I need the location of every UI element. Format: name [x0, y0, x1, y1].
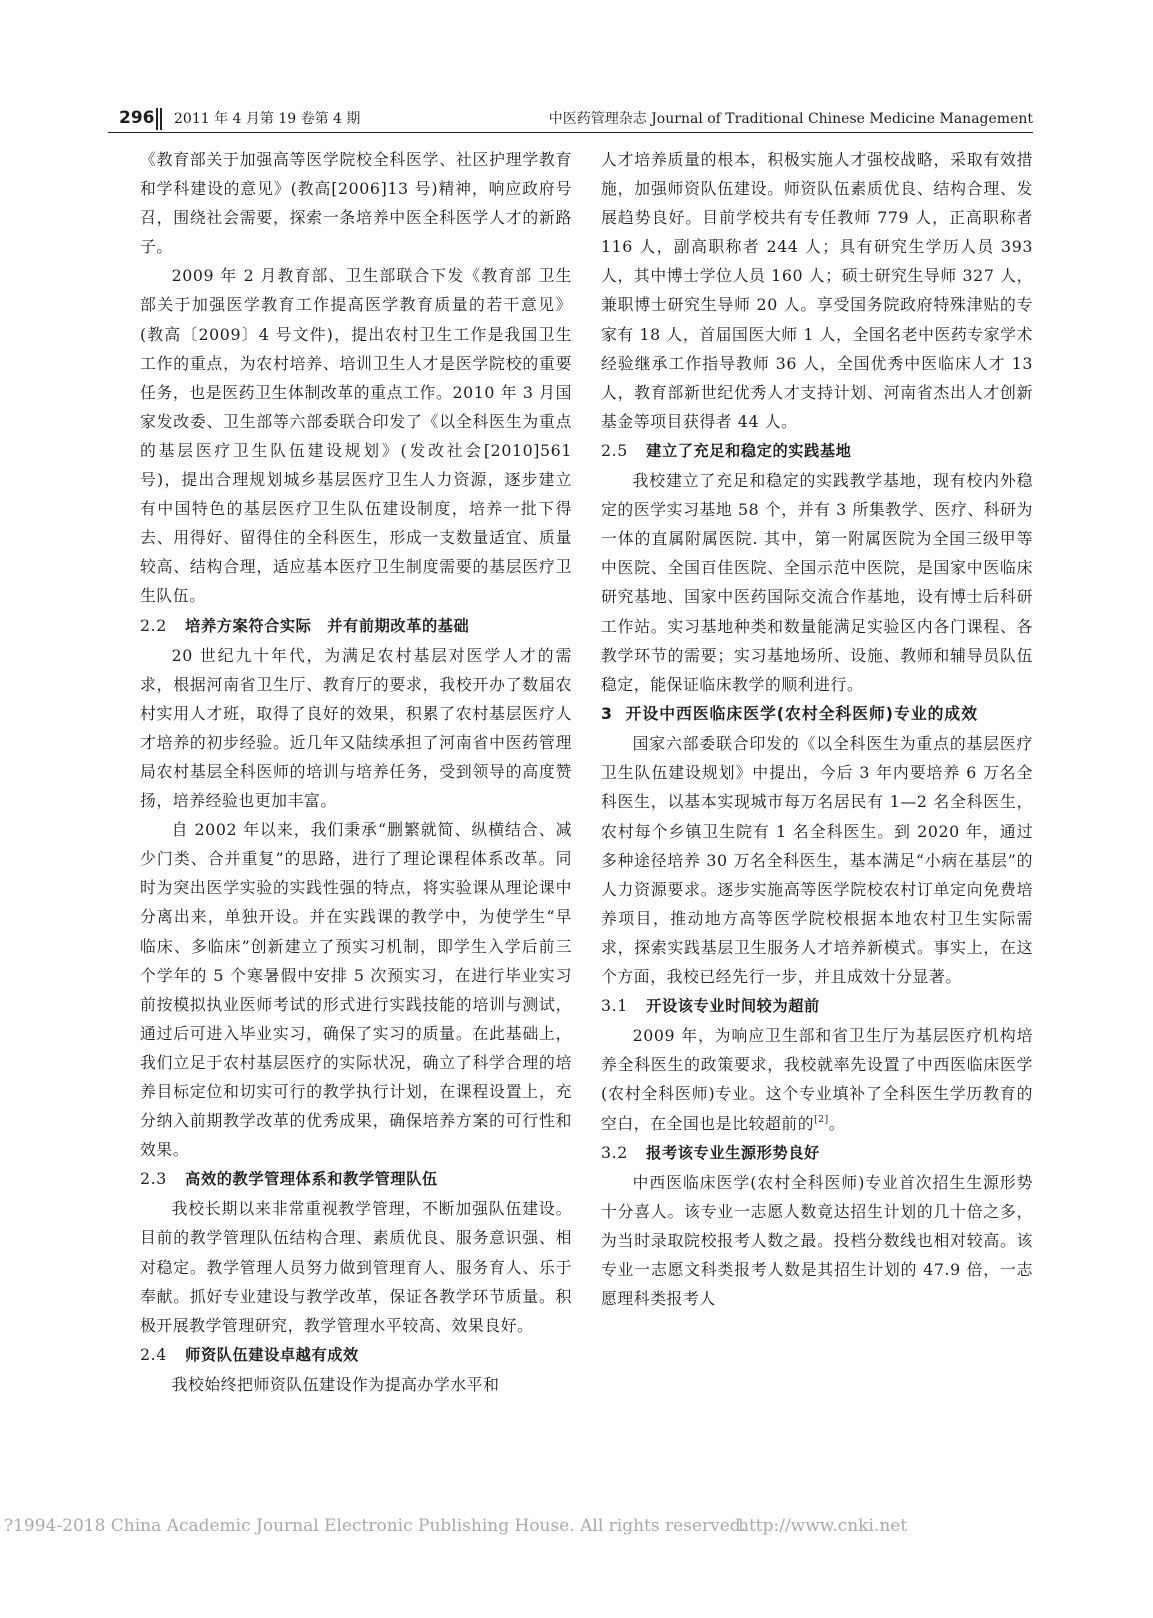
section-heading-2-5 — [601, 436, 1033, 466]
paragraph: 中西医临床医学(农村全科医师)专业首次招生生源形势十分喜人。该专业一志愿人数竟达招生计划的几十倍之多，为当时录取院校报考人数之最。投档分数线也相对较高。该专业一志愿文科类报考人数是其招生计划的 47.9 倍，一志愿理科类报考人 — [601, 1172, 1033, 1309]
issue-info: 2011 年 4 月第 19 卷第 4 期 — [174, 111, 361, 127]
paragraph: 20 世纪九十年代，为满足农村基层对医学人才的需求，根据河南省卫生厅、教育厅的要求，我校开办了数届农村实用人才班，取得了良好的效果，积累了农村基层医疗人才培养的初步经验。近几年又陆续承担了河南省中医药管理局农村基层全科医师的培训与培养任务，受到领导的高度赞扬，培养经验也更加丰富。 — [140, 645, 572, 811]
running-header — [108, 106, 1033, 133]
citation-ref: [2] — [814, 1114, 829, 1125]
section-title: 报考该专业生源形势良好 — [646, 1143, 820, 1162]
section-heading-2-3 — [140, 1164, 572, 1194]
paragraph-end: 。 — [828, 1113, 846, 1133]
section-heading-3 — [601, 699, 1033, 730]
section-number: 3.2 — [601, 1142, 628, 1162]
left-column — [140, 145, 572, 1399]
paragraph: 《教育部关于加强高等医学院校全科医学、社区护理学教育和学科建设的意见》(教高[2006]13 号)精神，响应政府号召，围绕社会需要，探索一条培养中医全科医学人才的新路子。 — [140, 150, 572, 257]
section-number: 3.1 — [601, 996, 628, 1016]
section-number: 2.5 — [601, 440, 628, 460]
section-title: 建立了充足和稳定的实践基地 — [646, 441, 852, 460]
section-heading-2-4 — [140, 1340, 572, 1370]
section-title: 师资队伍建设卓越有成效 — [185, 1345, 359, 1364]
section-title: 培养方案符合实际 并有前期改革的基础 — [185, 616, 470, 635]
paragraph: 人才培养质量的根本，积极实施人才强校战略，采取有效措施，加强师资队伍建设。师资队伍素质优良、结构合理、发展趋势良好。目前学校共有专任教师 779 人，正高职称者 116 人，副高职称者 244 人；具有研究生学历人员 393 人，其中博士学位人员 160 人；硕士研究生导师 327 人，兼职博士研究生导师 20 人。享受国务院政府特殊津贴的专家有 18 人，首届国医大师 1 人，全国名老中医药专家学术经验继承工作指导教师 36 人，全国优秀中医临床人才 13 人，教育部新世纪优秀人才支持计划、河南省杰出人才创新基金等项目获得者 44 人。 — [601, 150, 1033, 431]
section-title: 高效的教学管理体系和教学管理队伍 — [185, 1170, 438, 1189]
paragraph: 我校长期以来非常重视教学管理，不断加强队伍建设。目前的教学管理队伍结构合理、素质优良、服务意识强、相对稳定。教学管理人员努力做到管理育人、服务育人、乐于奉献。抓好专业建设与教学改革，保证各教学环节质量。积极开展教学管理研究，教学管理水平较高、效果良好。 — [140, 1199, 572, 1335]
section-number: 2.2 — [140, 615, 167, 635]
section-title: 开设中西医临床医学(农村全科医师)专业的成效 — [625, 703, 979, 723]
header-rule-2 — [160, 108, 162, 130]
paragraph — [601, 1021, 1033, 1137]
paragraph: 国家六部委联合印发的《以全科医生为重点的基层医疗卫生队伍建设规划》中提出，今后 3 年内要培养 6 万名全科医生，以基本实现城市每万名居民有 1—2 名全科医生，农村每个乡镇卫生院有 1 名全科医生。到 2020 年，通过多种途径培养 30 万名全科医生，基本满足“小病在基层”的人力资源要求。逐步实施高等医学院校农村订单定向免费培养项目，推动地方高等医学院校根据本地农村卫生实际需求，探索实践基层卫生服务人才培养新模式。事实上，在这个方面，我校已经先行一步，并且成效十分显著。 — [601, 734, 1033, 987]
header-rule-1 — [156, 108, 158, 130]
page-number: 296 — [119, 108, 155, 128]
section-number: 2.4 — [140, 1344, 167, 1364]
footer-url: http://www.cnki.net — [738, 1516, 908, 1536]
journal-title: 中医药管理杂志 Journal of Traditional Chinese Medicine Management — [548, 111, 1033, 127]
paragraph: 2009 年 2 月教育部、卫生部联合下发《教育部 卫生部关于加强医学教育工作提高医学教育质量的若干意见》(教高〔2009〕4 号文件)，提出农村卫生工作是我国卫生工作的重点，为农村培养、培训卫生人才是医学院校的重要任务，也是医药卫生体制改革的重点工作。2010 年 3 月国家发改委、卫生部等六部委联合印发了《以全科医生为重点的基层医疗卫生队伍建设规划》(发改社会[2010]561 号)，提出合理规划城乡基层医疗卫生人力资源，逐步建立有中国特色的基层医疗卫生队伍建设制度，培养一批下得去、用得好、留得住的全科医生，形成一支数量适宜、质量较高、结构合理，适应基本医疗卫生制度需要的基层医疗卫生队伍。 — [140, 266, 572, 606]
paragraph: 我校始终把师资队伍建设作为提高办学水平和 — [171, 1374, 500, 1394]
copyright-text: ?1994-2018 China Academic Journal Electronic Publishing House. All rights reserved. — [4, 1516, 747, 1536]
paragraph-text: 2009 年，为响应卫生部和省卫生厅为基层医疗机构培养全科医生的政策要求，我校就率先设置了中西医临床医学(农村全科医师)专业。这个专业填补了全科医生学历教育的空白，在全国也是比较超前的 — [601, 1026, 1033, 1133]
paragraph: 我校建立了充足和稳定的实践教学基地，现有校内外稳定的医学实习基地 58 个，并有 3 所集教学、医疗、科研为一体的直属附属医院. 其中，第一附属医院为全国三级甲等中医院、全国百佳医院、全国示范中医院，是国家中医临床研究基地、国家中医药国际交流合作基地，设有博士后科研工作站。实习基地种类和数量能满足实验区内各门课程、各教学环节的需要；实习基地场所、设施、教师和辅导员队伍稳定，能保证临床教学的顺利进行。 — [601, 471, 1033, 694]
section-number: 2.3 — [140, 1169, 167, 1189]
paragraph: 自 2002 年以来，我们秉承“删繁就简、纵横结合、减少门类、合并重复”的思路，进行了理论课程体系改革。同时为突出医学实验的实践性强的特点，将实验课从理论课中分离出来，单独开设。并在实践课的教学中，为使学生“早临床、多临床”创新建立了预实习机制，即学生入学后前三个学年的 5 个寒暑假中安排 5 次预实习，在进行毕业实习前按模拟执业医师考试的形式进行实践技能的培训与测试，通过后可进入毕业实习，确保了实习的质量。在此基础上，我们立足于农村基层医疗的实际状况，确立了科学合理的培养目标定位和切实可行的教学执行计划，在课程设置上，充分纳入前期教学改革的优秀成果，确保培养方案的可行性和效果。 — [140, 820, 572, 1160]
section-number: 3 — [601, 703, 613, 723]
section-heading-3-1 — [601, 991, 1033, 1021]
right-column — [601, 145, 1033, 1313]
section-heading-3-2 — [601, 1138, 1033, 1168]
section-title: 开设该专业时间较为超前 — [646, 997, 820, 1016]
section-heading-2-2 — [140, 611, 572, 641]
